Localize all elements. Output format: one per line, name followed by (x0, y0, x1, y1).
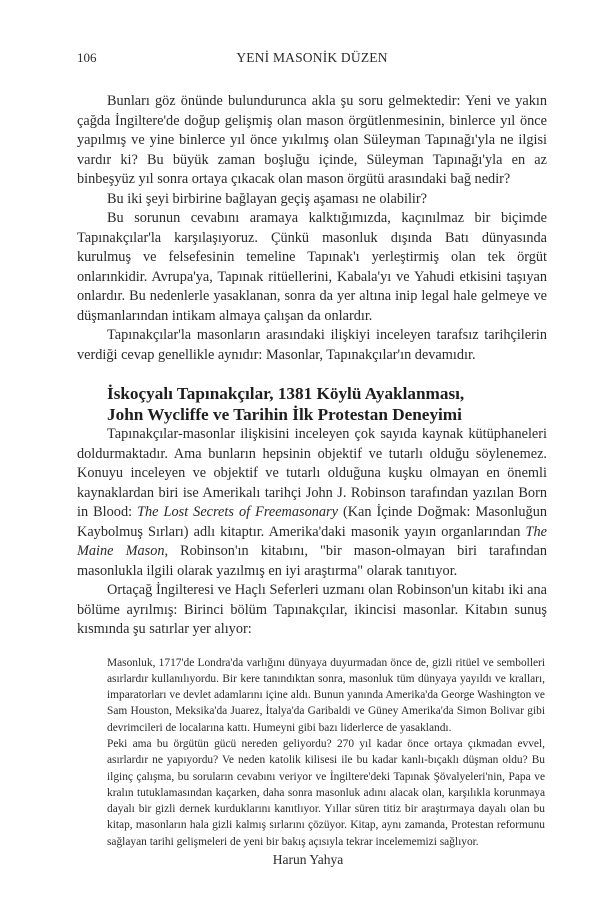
section-heading-line-2: John Wycliffe ve Tarihin İlk Protestan Deneyimi (107, 405, 462, 424)
section-paragraph (77, 425, 547, 581)
section-heading-line-1: İskoçyalı Tapınakçılar, 1381 Köylü Ayaklanması, (107, 384, 465, 403)
page-footer-author: Harun Yahya (272, 852, 344, 867)
running-title: YENİ MASONİK DÜZEN (236, 50, 388, 65)
body-paragraph: Tapınakçılar'la masonların arasındaki ilişkiyi inceleyen tarafsız tarihçilerin verdiği cevap genellikle aynıdır: Masonlar, Tapınakçılar'ın devamıdır. (77, 327, 547, 363)
page-header (77, 50, 547, 70)
book-title-italic: The Lost Secrets of Freemasonary (137, 504, 338, 520)
quote-paragraph: Masonluk, 1717'de Londra'da varlığını dünyaya duyurmadan önce de, gizli ritüel ve sembolleri asırlardır kullanılıyordu. Bir kere tanındıktan sonra, masonluk tüm dünyaya yayıldı ve kralları, imparatorları ve devlet adamlarını içine aldı. Bunun yanında Amerika'da George Washington ve Sam Houston, Meksika'da Juarez, İtalya'da Garibaldi ve Güney Amerika'da Simon Bolivar gibi devrimcileri de localarına kattı. Humeyni gibi bazı liderlerce de yasaklandı. (107, 656, 545, 734)
section-paragraph: Ortaçağ İngilteresi ve Haçlı Seferleri uzmanı olan Robinson'un kitabı iki ana bölüme ayrılmış: Birinci bölüm Tapınakçılar, ikincisi masonlar. Kitabın sunuş kısmında şu satırlar yer alıyor: (77, 582, 547, 637)
text-run: (Kan İçinde Doğmak: Masonluğun Kaybolmuş Sırları) adlı kitaptır. Amerika'daki masonik yayın organlarından (77, 504, 547, 540)
page-body (77, 92, 547, 850)
body-paragraph: Bu iki şeyi birbirine bağlayan geçiş aşaması ne olabilir? (107, 190, 427, 207)
text-run: , Robinson'ın kitabını, "bir mason-olmayan biri tarafından masonlukla ilgili olarak yazılmış en iyi araştırma" olarak tanıtıyor. (77, 543, 547, 579)
page-number: 106 (77, 50, 97, 65)
body-paragraph: Bunları göz önünde bulundurunca akla şu soru gelmektedir: Yeni ve yakın çağda İngiltere'de doğup gelişmiş olan mason örgütlenmesinin, binlerce yıl önce yapılmış ve yine binlerce yıl önce yıkılmış olan Süleyman Tapınağı'yla ne ilgisi vardır ki? Bu büyük zaman boşluğu içinde, Süleyman Tapınağı'yla en az binbeşyüz yıl sonra ortaya çıkacak olan mason örgütü arasındaki bağ nedir? (77, 93, 547, 187)
body-paragraph: Bu sorunun cevabını aramaya kalktığımızda, kaçınılmaz bir biçimde Tapınakçılar'la karşılaşıyoruz. Çünkü masonluk dışında Batı dünyasında kurulmuş ve felsefesinin temeline Tapınak'ı yerleştirmiş olan tek örgüt onlarınkidir. Avrupa'ya, Tapınak ritüellerini, Kabala'yı ve Yahudi etkisini taşıyan onlardır. Bu nedenlerle yasaklanan, sonra da yer altına inip legal hale gelmeye ve düşmanlarından intikam almaya çalışan da onlardır. (77, 210, 547, 324)
block-quote (107, 655, 545, 851)
section-heading (77, 383, 547, 425)
quote-paragraph: Peki ama bu örgütün gücü nereden geliyordu? 270 yıl kadar önce ortaya çıkmadan evvel, asırlardır ne yapıyordu? Ve neden katolik kilisesi ile bu kadar kanlı-bıçaklı düşman oldu? Bu ilginç çalışma, bu soruların cevabını veriyor ve İngiltere'deki Tapınak Şövalyeleri'nin, Papa ve kralın tutuklamasından kaçarken, daha sonra masonluk adını alacak olan, karşılıkla korunmaya dayalı bir gizli dernek kurduklarını kanıtlıyor. Yıllar süren titiz bir araştırmaya dayalı olan bu kitap, masonların hala gizli kalmış sırlarını çözüyor. Kitap, aynı zamanda, Protestan reformunu sağlayan tarihi gelişmeleri de yeni bir bakış açısıyla tekrar incelememizi sağlıyor. (107, 737, 545, 848)
text-run: Tapınakçılar-masonlar ilişkisini inceleyen çok sayıda kaynak kütüphaneleri doldurmaktadır. Ama bunların hepsinin objektif ve tutarlı olduğu söylenemez. Konuyu inceleyen ve objektif ve tutarlı olduğuna kuşku olmayan en önemli kaynaklardan biri ise Amerikalı tarihçi John J. Robinson tarafından yazılan Born in Blood: (77, 426, 547, 520)
publication-title-italic: The Maine Mason (77, 523, 547, 559)
